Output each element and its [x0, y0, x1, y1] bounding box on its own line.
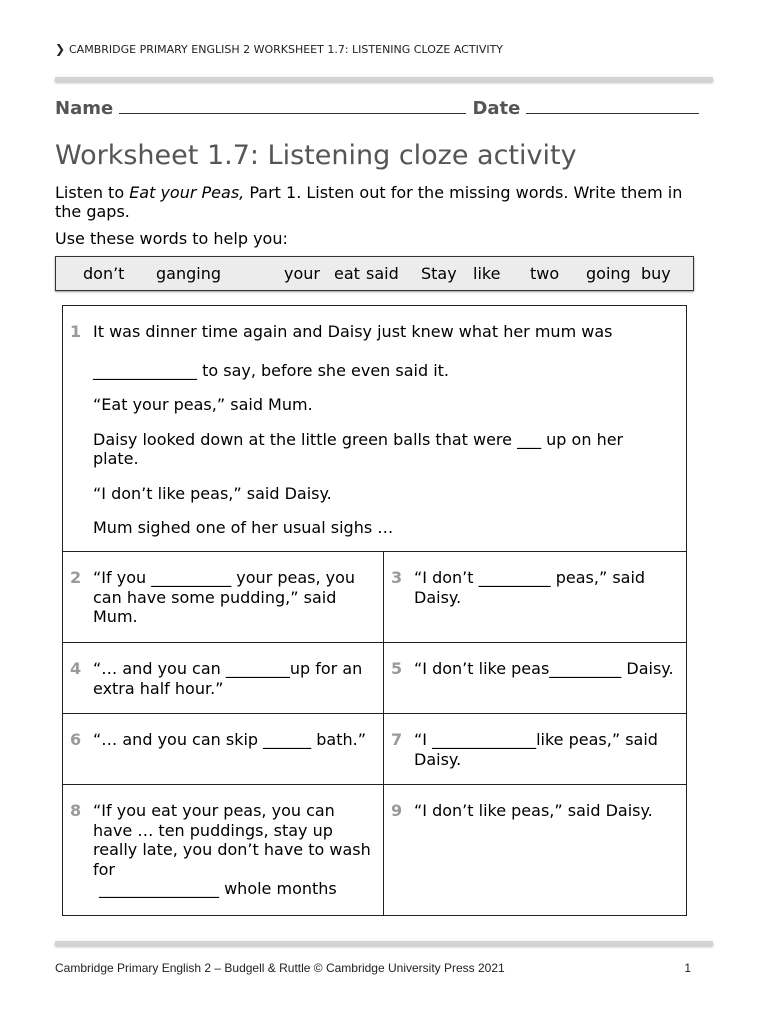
question-cell-1 [63, 306, 687, 552]
question-text: “I _____________like peas,” said Daisy. [414, 730, 658, 769]
question-text: “I don’t like peas_________ Daisy. [414, 659, 674, 678]
question-number: 9 [391, 801, 403, 820]
book-title: Eat your Peas, [129, 183, 245, 202]
word-bank-item: said [366, 264, 399, 283]
footer-divider [55, 941, 713, 946]
running-header [55, 42, 503, 56]
use-words-label: Use these words to help you: [55, 229, 288, 248]
question-number: 2 [70, 568, 82, 587]
question-number: 3 [391, 568, 403, 587]
word-bank-item: two [530, 264, 560, 283]
worksheet-title: Worksheet 1.7: Listening cloze activity [55, 140, 577, 171]
page-number: 1 [684, 961, 691, 975]
chevron-right-icon: ❯ [55, 42, 66, 56]
date-label: Date [472, 98, 521, 119]
word-bank-item: Stay [421, 264, 457, 283]
question-cell-7 [384, 714, 687, 785]
cloze-table [62, 305, 687, 916]
question-text: Daisy looked down at the little green balls that were ___ up on her plate. [93, 429, 624, 468]
word-bank [55, 256, 694, 291]
question-cell-8 [63, 785, 384, 916]
question-number: 6 [70, 730, 82, 749]
question-text: “If you eat your peas, you can have … ten puddings, stay up really late, you don’t have to wash for [93, 801, 371, 879]
question-text: “Eat your peas,” said Mum. [93, 395, 313, 414]
word-bank-item: like [473, 264, 501, 283]
running-header-text: CAMBRIDGE PRIMARY ENGLISH 2 WORKSHEET 1.7: LISTENING CLOZE ACTIVITY [69, 43, 504, 56]
name-label: Name [55, 98, 114, 119]
word-bank-item: buy [641, 264, 671, 283]
footer [55, 961, 691, 975]
question-text: It was dinner time again and Daisy just knew what her mum was [93, 322, 613, 341]
question-cell-2 [63, 552, 384, 643]
question-number: 8 [70, 801, 82, 820]
footer-text: Cambridge Primary English 2 – Budgell & Ruttle © Cambridge University Press 2021 [55, 961, 505, 975]
date-field[interactable] [526, 99, 699, 114]
question-cell-6 [63, 714, 384, 785]
question-number: 1 [70, 322, 82, 341]
question-cell-3 [384, 552, 687, 643]
name-field[interactable] [119, 99, 466, 114]
question-text: Mum sighed one of her usual sighs … [93, 518, 394, 537]
question-text: “… and you can ________up for an extra half hour.” [93, 659, 363, 698]
instructions [55, 183, 705, 221]
question-number: 5 [391, 659, 403, 678]
question-cell-5 [384, 643, 687, 714]
question-text: “I don’t like peas,” said Daisy. [93, 483, 332, 503]
question-number: 7 [391, 730, 403, 749]
word-bank-item: eat [334, 264, 360, 283]
question-text: _____________ to say, before she even said it. [93, 360, 450, 380]
question-text: “If you __________ your peas, you can have some pudding,” said Mum. [93, 568, 356, 626]
instructions-prefix: Listen to [55, 183, 130, 202]
question-number: 4 [70, 659, 82, 678]
word-bank-item: going [586, 264, 631, 283]
question-cell-9 [384, 785, 687, 916]
word-bank-item: your [284, 264, 320, 283]
question-text: “I don’t like peas,” said Daisy. [414, 801, 653, 820]
question-text-tail: _______________ whole months [99, 879, 337, 898]
instructions-suffix: Part 1. Listen out for the missing words. Write them in the gaps. [55, 183, 683, 221]
question-cell-4 [63, 643, 384, 714]
header-divider [55, 77, 713, 82]
name-date-row [55, 98, 705, 119]
question-text: “I don’t _________ peas,” said Daisy. [414, 568, 646, 607]
word-bank-item: don’t [83, 264, 125, 283]
question-text: “… and you can skip ______ bath.” [93, 730, 366, 749]
word-bank-item: ganging [156, 264, 221, 283]
